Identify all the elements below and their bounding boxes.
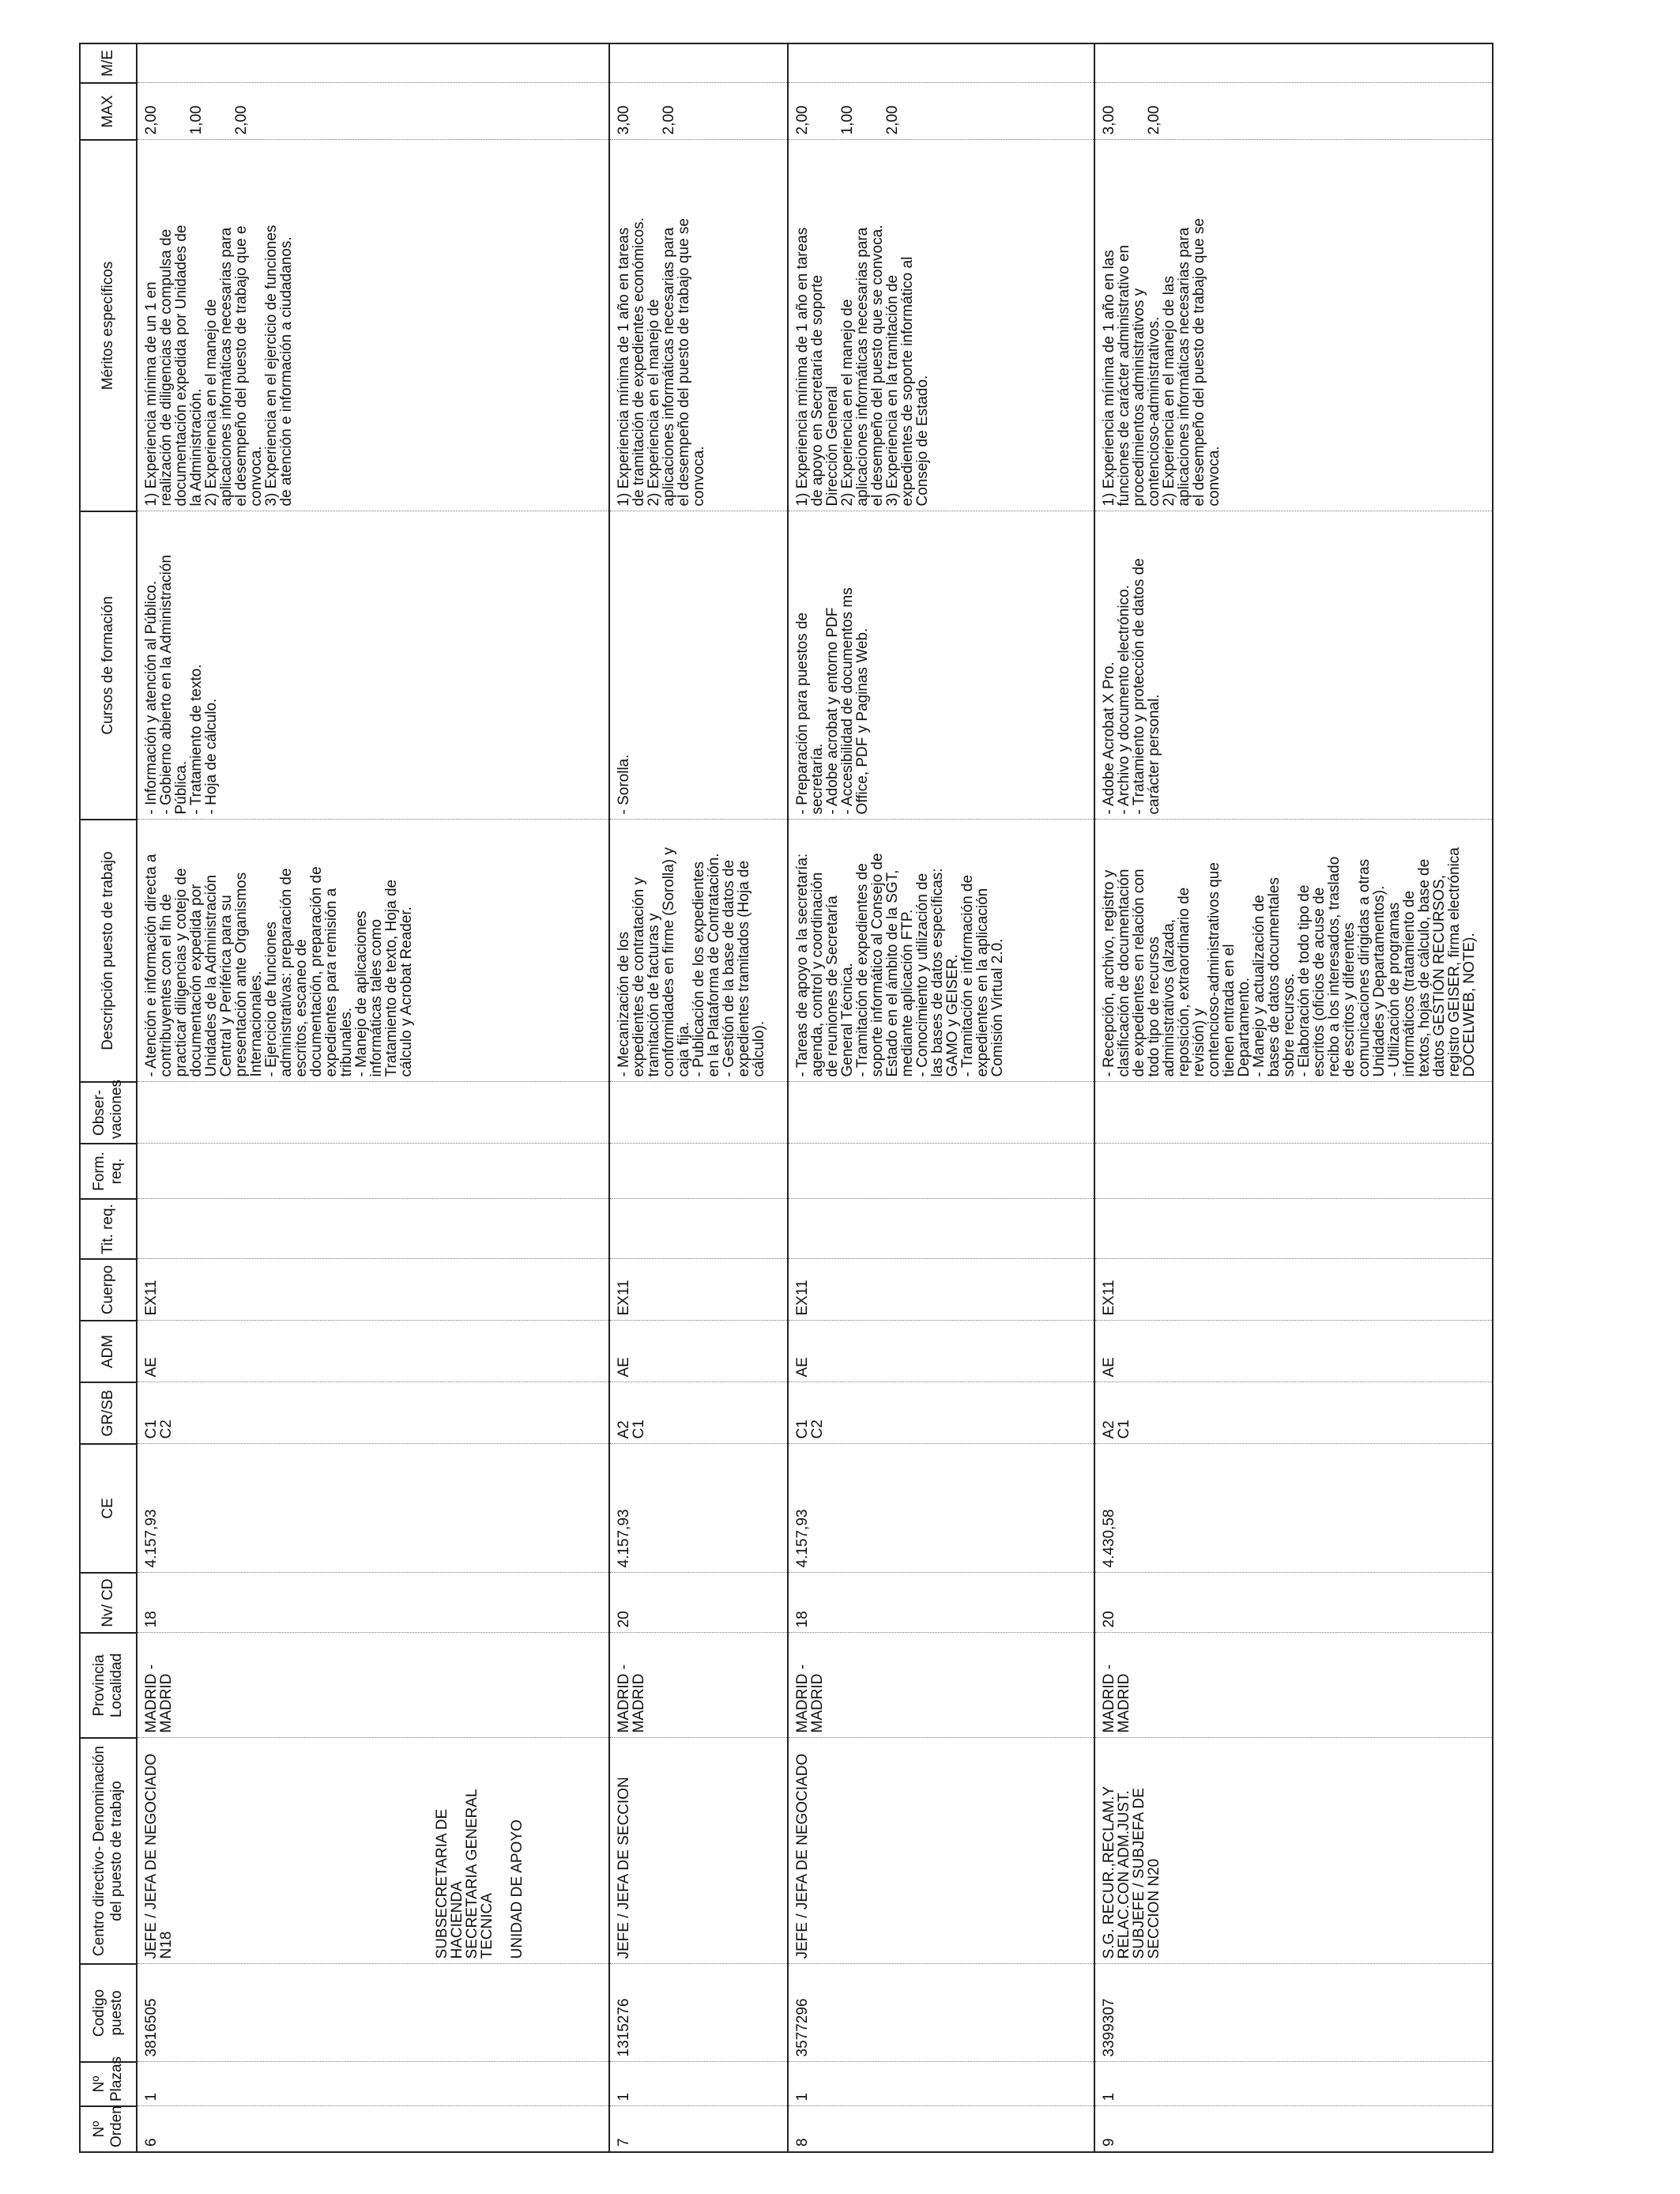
cell-cursos-line: - Tratamiento de texto. bbox=[188, 664, 205, 815]
table-row bbox=[1094, 43, 1493, 2152]
cell-centro bbox=[788, 1738, 1094, 1964]
cell-descripcion-line: General Técnica. bbox=[839, 963, 856, 1077]
header-adm: ADM bbox=[80, 1321, 137, 1382]
centro-puesto-line: SUBJEFE / SUBJEFA DE bbox=[1131, 1788, 1147, 1959]
cell-plazas: 1 bbox=[1094, 2062, 1493, 2106]
cell-meritos-line: 2) Experiencia en el manejo de bbox=[203, 299, 220, 507]
header-codigo: Codigo puesto bbox=[80, 1964, 137, 2062]
centro-puesto-line: JEFE / JEFA DE SECCION bbox=[616, 1777, 632, 1959]
cell-grsb-line: C1 bbox=[794, 1419, 811, 1439]
cell-descripcion-line: tramitación de facturas y bbox=[646, 913, 662, 1077]
cell-cursos bbox=[788, 511, 1094, 820]
cell-obs bbox=[609, 1082, 788, 1144]
header-descripcion: Descripción puesto de trabajo bbox=[80, 820, 137, 1082]
header-meritos: Méritos específicos bbox=[80, 140, 137, 511]
cell-grsb bbox=[1094, 1382, 1493, 1444]
cell-grsb-line: C2 bbox=[809, 1419, 826, 1439]
cell-descripcion-line: cálculo y Acrobat Reader. bbox=[398, 907, 415, 1077]
cell-descripcion-line: Unidades y Departamentos). bbox=[1371, 885, 1388, 1077]
cell-grsb bbox=[788, 1382, 1094, 1444]
cell-provincia-line: MADRID bbox=[1116, 1673, 1132, 1733]
cell-grsb-line: C1 bbox=[143, 1419, 160, 1439]
cell-max-line: 1,00 bbox=[839, 105, 856, 135]
cell-descripcion-line: clasificación de documentación bbox=[1116, 869, 1132, 1077]
cell-descripcion-line: sobre recursos. bbox=[1281, 973, 1298, 1077]
cell-descripcion-line: Estado en el ámbito de la SGT, bbox=[884, 869, 901, 1077]
cell-me bbox=[137, 43, 609, 83]
cell-descripcion-line: contribuyentes con el fin de bbox=[158, 894, 175, 1077]
cell-provincia bbox=[1094, 1633, 1493, 1738]
cell-descripcion-line: mediante aplicación FTP. bbox=[899, 909, 916, 1077]
cell-descripcion-line: - Gestión de la base de datos de bbox=[721, 859, 737, 1077]
cell-cursos-line: - Preparación para puestos de bbox=[794, 612, 811, 815]
cell-codigo: 3816505 bbox=[137, 1964, 609, 2062]
cell-max-line: 2,00 bbox=[794, 105, 811, 135]
job-positions-table bbox=[79, 43, 1494, 2153]
cell-max bbox=[137, 83, 609, 140]
header-nivel: Nv/ CD bbox=[80, 1573, 137, 1633]
cell-codigo: 3577296 bbox=[788, 1964, 1094, 2062]
cell-descripcion-line: caja fija. bbox=[676, 1021, 692, 1077]
header-me: M/E bbox=[80, 43, 137, 83]
cell-provincia-line: MADRID bbox=[631, 1673, 647, 1733]
cell-max-line: 3,00 bbox=[1101, 105, 1117, 135]
cell-obs bbox=[1094, 1082, 1493, 1144]
cell-orden: 9 bbox=[1094, 2106, 1493, 2152]
cell-cursos-line: Office, PDF y Paginas Web. bbox=[854, 628, 871, 815]
cell-me bbox=[788, 43, 1094, 83]
cell-adm: AE bbox=[788, 1321, 1094, 1382]
cell-meritos-line: 1) Experiencia mínima de un 1 en bbox=[143, 281, 160, 507]
cell-descripcion-line: cálculo). bbox=[751, 1020, 767, 1077]
unit-line: HACIENDA bbox=[449, 1881, 465, 1959]
cell-grsb bbox=[137, 1382, 609, 1444]
cell-descripcion-line: - Conocimiento y utilización de bbox=[914, 873, 931, 1077]
cell-form bbox=[137, 1144, 609, 1199]
cell-grsb-line: A2 bbox=[1101, 1420, 1117, 1439]
cell-descripcion-line: - Elaboración de todo tipo de bbox=[1296, 884, 1313, 1077]
cell-meritos-line: funciones de carácter administrativo en bbox=[1116, 244, 1132, 507]
cell-tit bbox=[788, 1199, 1094, 1259]
header-ce: CE bbox=[80, 1444, 137, 1573]
cell-adm: AE bbox=[609, 1321, 788, 1382]
cell-meritos-line: documentación expedida por Unidades de bbox=[173, 224, 190, 507]
unit-line bbox=[495, 1743, 510, 1959]
cell-descripcion-line: - Utilización de programas bbox=[1386, 902, 1403, 1077]
cell-descripcion-line: - Publicación de los expedientes bbox=[691, 861, 707, 1077]
cell-meritos-line: la Administración. bbox=[188, 388, 205, 507]
cell-meritos-line: de atención e información a ciudadanos. bbox=[278, 236, 295, 507]
cell-tit bbox=[137, 1199, 609, 1259]
header-tit: Tit. req. bbox=[80, 1199, 137, 1259]
cell-meritos-line: el desempeño del puesto que se convoca. bbox=[869, 224, 886, 507]
cell-meritos-line: convoca. bbox=[248, 446, 265, 507]
cell-descripcion-line: - Ejercicio de funciones bbox=[263, 922, 280, 1077]
cell-cursos bbox=[137, 511, 609, 820]
rotated-table-sheet bbox=[79, 47, 1478, 2153]
cell-descripcion bbox=[788, 820, 1094, 1082]
cell-cursos-line: - Accesibilidad de documentos ms bbox=[839, 587, 856, 815]
header-max: MAX bbox=[80, 83, 137, 140]
cell-descripcion-line: agenda, control y coordinación bbox=[809, 872, 826, 1077]
cell-nivel: 18 bbox=[137, 1573, 609, 1633]
header-cursos: Cursos de formación bbox=[80, 511, 137, 820]
cell-cursos-line: Pública. bbox=[173, 760, 190, 815]
cell-meritos-line: de tramitación de expedientes económicos. bbox=[631, 217, 647, 507]
header-centro: Centro directivo- Denominación del puesto de trabajo bbox=[80, 1738, 137, 1964]
cell-descripcion-line: expedientes tramitados (Hoja de bbox=[736, 860, 752, 1077]
cell-cursos-line: - Tratamiento y protección de datos de bbox=[1131, 558, 1147, 815]
cell-descripcion-line: practicar diligencias y cotejo de bbox=[173, 868, 190, 1077]
table-body bbox=[137, 43, 1493, 2152]
cell-codigo: 1315276 bbox=[609, 1964, 788, 2062]
cell-descripcion-line: GAMO y GEISER. bbox=[944, 954, 961, 1077]
cell-meritos-line: aplicaciones informáticas necesarias para bbox=[854, 227, 871, 507]
cell-ce: 4.157,93 bbox=[788, 1444, 1094, 1573]
cell-plazas: 1 bbox=[609, 2062, 788, 2106]
cell-max-line bbox=[810, 88, 825, 135]
cell-meritos-line: contencioso-administrativos. bbox=[1146, 316, 1162, 507]
cell-max-line bbox=[219, 88, 234, 135]
cell-max bbox=[788, 83, 1094, 140]
cell-ce: 4.157,93 bbox=[137, 1444, 609, 1573]
cell-centro bbox=[1094, 1738, 1493, 1964]
header-row bbox=[80, 43, 137, 2152]
cell-provincia bbox=[609, 1633, 788, 1738]
cell-descripcion-line: Unidades de la Administración bbox=[203, 874, 220, 1077]
cell-max-line: 2,00 bbox=[661, 105, 677, 135]
cell-max bbox=[609, 83, 788, 140]
cell-cuerpo: EX11 bbox=[788, 1259, 1094, 1321]
centro-unit-line: RELAC.CON ADM.JUST. bbox=[1116, 1790, 1132, 1959]
cell-ce: 4.157,93 bbox=[609, 1444, 788, 1573]
cell-descripcion-line: recibo a los interesados, traslado bbox=[1326, 856, 1343, 1077]
cell-descripcion-line: documentación expedida por bbox=[188, 884, 205, 1077]
cell-orden: 8 bbox=[788, 2106, 1094, 2152]
cell-descripcion-line: bases de datos documentales bbox=[1266, 877, 1283, 1077]
cell-meritos-line: realización de diligencias de compulsa de bbox=[158, 228, 175, 507]
cell-descripcion-line: textos, hojas de cálculo, base de bbox=[1416, 858, 1433, 1077]
cell-provincia-line: MADRID - bbox=[1101, 1664, 1117, 1733]
cell-cuerpo: EX11 bbox=[609, 1259, 788, 1321]
cell-descripcion-line: expedientes de contratación y bbox=[631, 877, 647, 1077]
cell-max-line bbox=[631, 88, 646, 135]
unit-line: SECRETARIA GENERAL bbox=[464, 1789, 480, 1959]
cell-plazas: 1 bbox=[137, 2062, 609, 2106]
cell-descripcion-line: tribunales. bbox=[338, 1007, 355, 1077]
cell-provincia-line: MADRID bbox=[158, 1673, 175, 1733]
cell-descripcion-line: - Manejo y actualización de bbox=[1251, 895, 1268, 1077]
cell-descripcion-line: de escritos y diferentes bbox=[1341, 922, 1358, 1077]
cell-descripcion-line: las bases de datos específicas: bbox=[929, 868, 946, 1077]
cell-descripcion-line: administrativos (alzada, bbox=[1161, 918, 1177, 1077]
cell-adm: AE bbox=[137, 1321, 609, 1382]
cell-max-line bbox=[1117, 88, 1132, 135]
cell-max-line: 2,00 bbox=[1146, 105, 1162, 135]
cell-descripcion-line: Comisión Virtual 2.0. bbox=[989, 938, 1006, 1077]
cell-obs bbox=[788, 1082, 1094, 1144]
cell-meritos-line: 3) Experiencia en el ejercicio de funciones bbox=[263, 224, 280, 507]
unit-block bbox=[435, 1743, 525, 1959]
cell-meritos-line: procedimientos administrativos y bbox=[1131, 288, 1147, 507]
cell-meritos bbox=[137, 140, 609, 511]
cell-max-line bbox=[825, 88, 840, 135]
cell-meritos-line: expedientes de soporte informático al bbox=[899, 256, 916, 507]
cell-max-line bbox=[855, 88, 870, 135]
cell-provincia bbox=[788, 1633, 1094, 1738]
cell-cursos-line: carácter personal. bbox=[1146, 694, 1162, 815]
cell-cursos-line: secretaría. bbox=[809, 743, 826, 815]
cell-descripcion-line: - Atención e información directa a bbox=[143, 854, 160, 1077]
cell-descripcion-line: - Manejo de aplicaciones bbox=[353, 910, 370, 1077]
cell-descripcion-line: de reuniones de Secretaría bbox=[824, 895, 841, 1077]
cell-meritos-line: convoca. bbox=[1206, 446, 1222, 507]
header-provincia: Provincia Localidad bbox=[80, 1633, 137, 1738]
cell-descripcion-line: Central y Periférica para su bbox=[218, 895, 235, 1077]
cell-form bbox=[788, 1144, 1094, 1199]
cell-meritos-line: aplicaciones informáticas necesarias para bbox=[661, 227, 677, 507]
cell-provincia-line: MADRID - bbox=[143, 1664, 160, 1733]
cell-meritos-line: Dirección General bbox=[824, 386, 841, 507]
cell-descripcion bbox=[137, 820, 609, 1082]
header-grsb: GR/SB bbox=[80, 1382, 137, 1444]
cell-provincia bbox=[137, 1633, 609, 1738]
cell-cuerpo: EX11 bbox=[1094, 1259, 1493, 1321]
cell-max-line bbox=[870, 88, 885, 135]
cell-meritos bbox=[609, 140, 788, 511]
cell-me bbox=[1094, 43, 1493, 83]
cell-meritos-line: el desempeño del puesto de trabajo que se bbox=[1191, 218, 1207, 507]
cell-grsb bbox=[609, 1382, 788, 1444]
cell-meritos-line: 1) Experiencia mínima de 1 año en tareas bbox=[616, 227, 632, 507]
cell-descripcion-line: - Tramitación de expedientes de bbox=[854, 863, 871, 1077]
cell-max-line bbox=[159, 88, 174, 135]
cell-descripcion-line: datos GESTIÓN RECURSOS, bbox=[1431, 874, 1448, 1077]
table-row bbox=[609, 43, 788, 2152]
cell-tit bbox=[609, 1199, 788, 1259]
cell-cursos-line: - Adobe acrobat y entorno PDF bbox=[824, 607, 841, 815]
cell-grsb-line: C2 bbox=[158, 1419, 175, 1439]
cell-descripcion-line: informáticos (tratamiento de bbox=[1401, 891, 1418, 1077]
cell-max-line bbox=[204, 88, 219, 135]
cell-nivel: 18 bbox=[788, 1573, 1094, 1633]
header-obs: Obser- vaciones bbox=[80, 1082, 137, 1144]
cell-nivel: 20 bbox=[1094, 1573, 1493, 1633]
cell-descripcion-line: escritos, escaneo de bbox=[293, 939, 310, 1077]
cell-descripcion-line: informáticas tales como bbox=[368, 918, 385, 1077]
cell-descripcion-line: conformidades en firme (Sorolla) y bbox=[661, 847, 677, 1077]
table-row bbox=[788, 43, 1094, 2152]
cell-max-line: 2,00 bbox=[143, 105, 160, 135]
cell-max bbox=[1094, 83, 1493, 140]
cell-centro bbox=[609, 1738, 788, 1964]
cell-meritos-line: 2) Experiencia en el manejo de bbox=[839, 299, 856, 507]
cell-meritos-line: convoca. bbox=[691, 446, 707, 507]
cell-nivel: 20 bbox=[609, 1573, 788, 1633]
cell-grsb-line: C1 bbox=[631, 1419, 647, 1439]
cell-form bbox=[609, 1144, 788, 1199]
cell-descripcion-line: de expedientes en relación con bbox=[1131, 869, 1147, 1077]
cell-meritos-line: 2) Experiencia en el manejo de bbox=[646, 299, 662, 507]
cell-meritos-line: aplicaciones informáticas necesarias para bbox=[218, 227, 235, 507]
cell-descripcion-line: administrativas: preparación de bbox=[278, 868, 295, 1077]
cell-descripcion-line: expedientes en la aplicación bbox=[974, 888, 991, 1077]
cell-cursos-line: - Adobe Acrobat X Pro. bbox=[1101, 662, 1117, 815]
cell-max-line bbox=[1132, 88, 1147, 135]
cell-meritos bbox=[788, 140, 1094, 511]
cell-orden: 6 bbox=[137, 2106, 609, 2152]
cell-max-line: 3,00 bbox=[616, 105, 632, 135]
cell-form bbox=[1094, 1144, 1493, 1199]
cell-max-line bbox=[646, 88, 661, 135]
cell-descripcion-line: presentación ante Organismos bbox=[233, 872, 250, 1077]
cell-meritos-line: aplicaciones informáticas necesarias para bbox=[1176, 227, 1192, 507]
cell-plazas: 1 bbox=[788, 2062, 1094, 2106]
cell-descripcion-line: escritos (oficios de acuse de bbox=[1311, 887, 1328, 1077]
cell-max-line bbox=[174, 88, 189, 135]
cell-cursos-line: - Sorolla. bbox=[616, 754, 632, 815]
centro-puesto-line: N18 bbox=[158, 1931, 175, 1959]
cell-cursos-line: - Gobierno abierto en la Administración bbox=[158, 555, 175, 815]
cell-descripcion-line: Tratamiento de texto, Hoja de bbox=[383, 879, 400, 1077]
cell-descripcion-line: Internacionales. bbox=[248, 971, 265, 1077]
cell-ce: 4.430,58 bbox=[1094, 1444, 1493, 1573]
header-form: Form. req. bbox=[80, 1144, 137, 1199]
centro-unit-line: S.G. RECUR.,RECLAM.Y bbox=[1101, 1785, 1117, 1959]
cell-max-line: 1,00 bbox=[188, 105, 205, 135]
cell-cursos bbox=[609, 511, 788, 820]
cell-orden: 7 bbox=[609, 2106, 788, 2152]
cell-meritos-line: 2) Experiencia en el manejo de las bbox=[1161, 275, 1177, 507]
unit-line: UNIDAD DE APOYO bbox=[509, 1819, 525, 1959]
header-plazas: Nº Plazas bbox=[80, 2062, 137, 2106]
cell-descripcion-line: tienen entrada en el bbox=[1221, 944, 1237, 1077]
cell-descripcion-line: - Tareas de apoyo a la secretaría: bbox=[794, 853, 811, 1077]
header-orden: Nº Orden bbox=[80, 2106, 137, 2152]
cell-grsb-line: C1 bbox=[1116, 1419, 1132, 1439]
unit-line: SUBSECRETARIA DE bbox=[434, 1808, 450, 1959]
cell-obs bbox=[137, 1082, 609, 1144]
cell-descripcion-line: documentación, preparación de bbox=[308, 866, 325, 1077]
cell-descripcion-line: reposición, extraordinario de bbox=[1176, 887, 1192, 1077]
cell-meritos-line: el desempeño del puesto de trabajo que se bbox=[676, 218, 692, 507]
cell-meritos-line: 1) Experiencia mínima de 1 año en tareas bbox=[794, 227, 811, 507]
cell-provincia-line: MADRID bbox=[809, 1673, 826, 1733]
cell-descripcion-line: - Tramitación e información de bbox=[959, 874, 976, 1077]
cell-meritos-line: 1) Experiencia mínima de 1 año en las bbox=[1101, 250, 1117, 507]
cell-cursos-line: - Archivo y documento electrónico. bbox=[1116, 585, 1132, 815]
unit-line: TECNICA bbox=[479, 1893, 495, 1959]
cell-cursos-line: - Información y atención al Público. bbox=[143, 580, 160, 815]
cell-descripcion-line: - Mecanización de los bbox=[616, 931, 632, 1077]
cell-descripcion-line: todo tipo de recursos bbox=[1146, 937, 1162, 1077]
cell-adm: AE bbox=[1094, 1321, 1493, 1382]
cell-descripcion bbox=[609, 820, 788, 1082]
cell-cursos-line: - Hoja de cálculo. bbox=[203, 698, 220, 815]
cell-me bbox=[609, 43, 788, 83]
table-row bbox=[137, 43, 609, 2152]
cell-meritos-line: el desempeño del puesto de trabajo que e bbox=[233, 225, 250, 507]
cell-descripcion-line: contencioso-administrativos que bbox=[1206, 862, 1222, 1077]
cell-meritos-line: de apoyo en Secretaría de soporte bbox=[809, 274, 826, 507]
cell-max-line: 2,00 bbox=[233, 105, 250, 135]
cell-descripcion-line: Departamento. bbox=[1236, 977, 1252, 1077]
cell-meritos bbox=[1094, 140, 1493, 511]
cell-max-line: 2,00 bbox=[884, 105, 901, 135]
cell-descripcion-line: registro GEISER, firma electrónica bbox=[1446, 847, 1463, 1077]
cell-provincia-line: MADRID - bbox=[794, 1664, 811, 1733]
centro-puesto-line: JEFE / JEFA DE NEGOCIADO bbox=[794, 1753, 811, 1959]
cell-cuerpo: EX11 bbox=[137, 1259, 609, 1321]
cell-meritos-line: 3) Experiencia en la tramitación de bbox=[884, 274, 901, 507]
cell-descripcion-line: comunicaciones dirigidas a otras bbox=[1356, 858, 1373, 1077]
cell-codigo: 3399307 bbox=[1094, 1964, 1493, 2062]
cell-descripcion-line: DOCELWEB, NOTE). bbox=[1461, 933, 1478, 1077]
centro-puesto-line: SECCION N20 bbox=[1146, 1858, 1162, 1959]
cell-descripcion-line: en la Plataforma de Contratación. bbox=[706, 853, 722, 1077]
cell-descripcion-line: soporte informático al Consejo de bbox=[869, 853, 886, 1077]
cell-descripcion-line: revisión) y bbox=[1191, 1008, 1207, 1077]
cell-provincia-line: MADRID - bbox=[616, 1664, 632, 1733]
cell-cursos bbox=[1094, 511, 1493, 820]
cell-tit bbox=[1094, 1199, 1493, 1259]
centro-puesto-line: JEFE / JEFA DE NEGOCIADO bbox=[143, 1753, 160, 1959]
cell-descripcion bbox=[1094, 820, 1493, 1082]
header-cuerpo: Cuerpo bbox=[80, 1259, 137, 1321]
cell-grsb-line: A2 bbox=[616, 1420, 632, 1439]
cell-descripcion-line: expedientes para remisión a bbox=[323, 888, 340, 1077]
cell-centro bbox=[137, 1738, 609, 1964]
cell-meritos-line: Consejo de Estado. bbox=[914, 375, 931, 507]
cell-descripcion-line: - Recepción, archivo, registro y bbox=[1101, 869, 1117, 1077]
